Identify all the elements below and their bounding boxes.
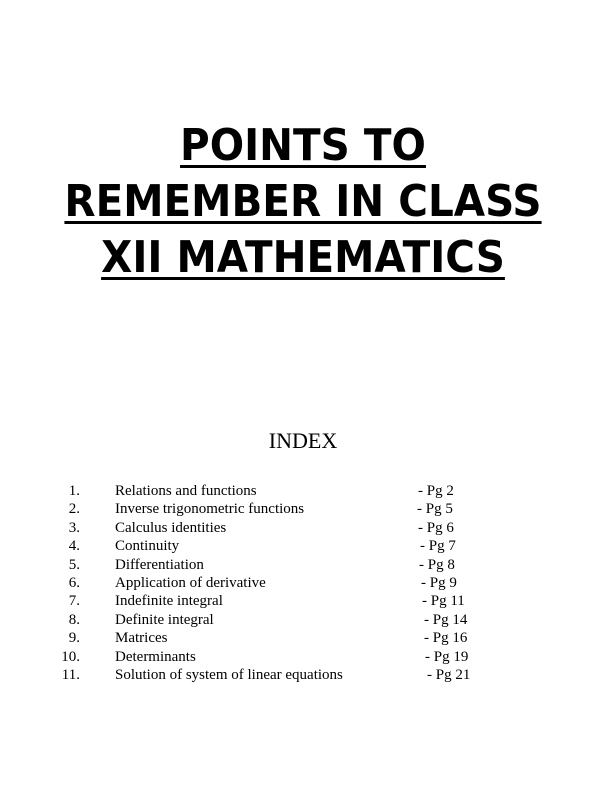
index-page-ref: - Pg 21 xyxy=(427,666,471,683)
index-topic: Indefinite integral xyxy=(115,593,223,610)
index-number: 5. xyxy=(68,556,80,573)
index-page-ref: - Pg 19 xyxy=(425,648,469,665)
index-row xyxy=(0,537,606,555)
index-number: 6. xyxy=(68,574,80,591)
index-number: 2. xyxy=(68,501,80,518)
index-row xyxy=(0,482,606,500)
index-topic: Relations and functions xyxy=(115,483,257,499)
index-topic: Application of derivative xyxy=(115,574,266,591)
index-number: 10. xyxy=(61,648,80,665)
title-line-1: POINTS TO xyxy=(180,120,426,171)
index-row xyxy=(0,519,606,537)
index-page-ref: - Pg 11 xyxy=(422,593,465,610)
index-number: 3. xyxy=(68,519,80,536)
index-topic: Determinants xyxy=(115,648,196,665)
index-topic: Definite integral xyxy=(115,611,214,628)
index-row xyxy=(0,611,606,629)
index-page-ref: - Pg 7 xyxy=(420,538,456,555)
index-row xyxy=(0,648,606,666)
index-row xyxy=(0,500,606,518)
index-topic: Inverse trigonometric functions xyxy=(115,501,305,518)
title-line-3: XII MATHEMATICS xyxy=(101,232,505,283)
index-page-ref: - Pg 2 xyxy=(418,483,454,499)
index-page-ref: - Pg 8 xyxy=(419,556,455,573)
index-number: 11. xyxy=(61,666,80,683)
index-page-ref: - Pg 6 xyxy=(418,519,454,536)
index-row xyxy=(0,592,606,610)
index-topic: Differentiation xyxy=(115,556,204,573)
index-number: 8. xyxy=(68,611,80,628)
index-row xyxy=(0,574,606,592)
index-row xyxy=(0,629,606,647)
title-line-2: REMEMBER IN CLASS xyxy=(64,176,542,227)
index-page-ref: - Pg 14 xyxy=(424,611,468,628)
index-topic: Solution of system of linear equations xyxy=(115,666,343,683)
index-page-ref: - Pg 9 xyxy=(421,574,457,591)
index-number: 7. xyxy=(68,593,80,610)
index-number: 9. xyxy=(68,630,80,647)
index-topic: Matrices xyxy=(115,630,168,647)
index-number: 4. xyxy=(68,538,80,555)
index-list xyxy=(0,482,606,684)
index-number: 1. xyxy=(68,483,80,499)
index-topic: Continuity xyxy=(115,538,180,555)
index-page-ref: - Pg 16 xyxy=(424,630,468,647)
document-title xyxy=(0,118,606,286)
index-topic: Calculus identities xyxy=(115,519,227,536)
index-heading: INDEX xyxy=(268,428,338,453)
index-row xyxy=(0,556,606,574)
index-row xyxy=(0,666,606,684)
index-page-ref: - Pg 5 xyxy=(417,501,453,518)
